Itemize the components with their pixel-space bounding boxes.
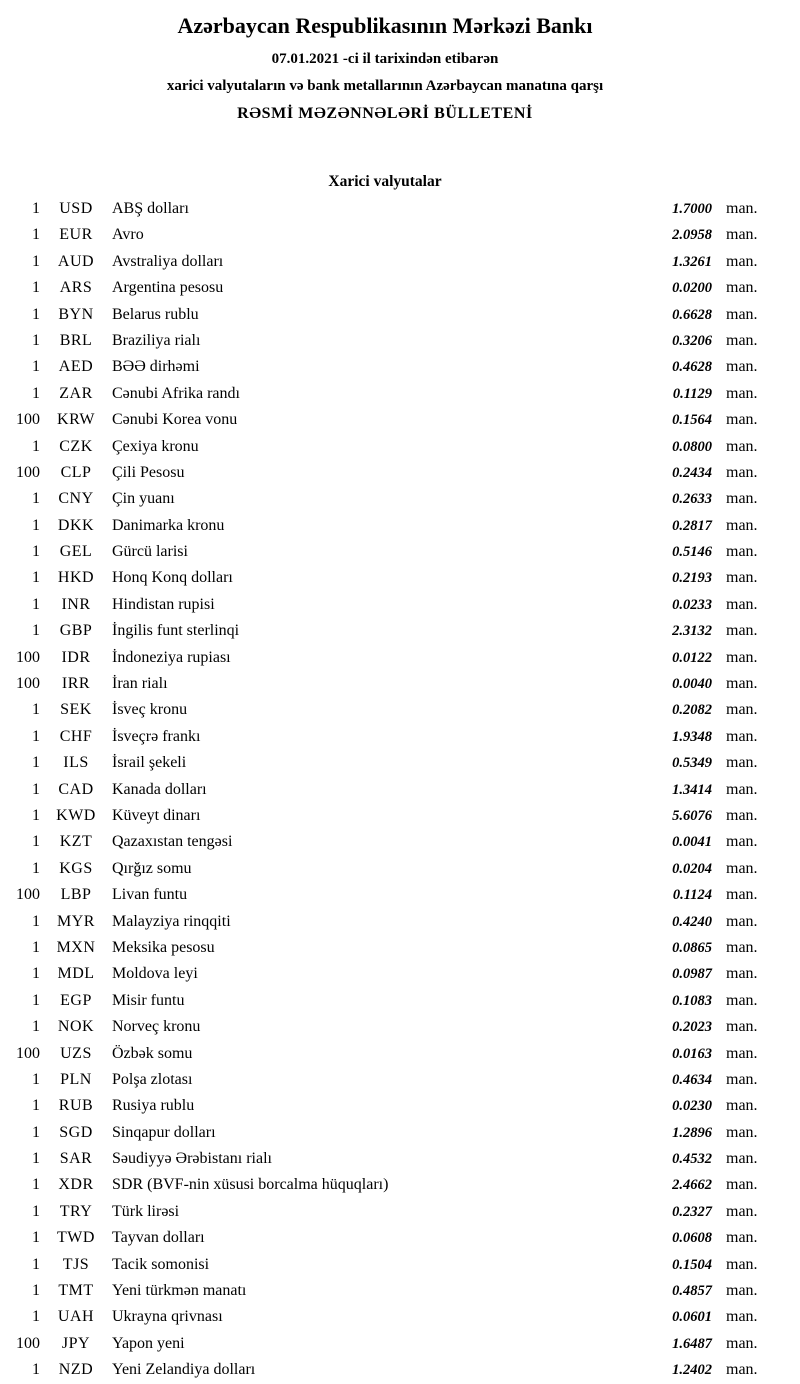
row-name: Qırğız somu [112, 859, 192, 877]
row-code: MYR [57, 912, 95, 930]
row-rate: 0.0122 [672, 649, 712, 666]
table-row [0, 381, 770, 407]
row-quantity: 1 [32, 252, 40, 270]
row-unit: man. [726, 701, 758, 719]
row-unit: man. [726, 1044, 758, 1062]
row-name: Çexiya kronu [112, 437, 199, 455]
row-rate: 1.2896 [672, 1124, 712, 1141]
row-quantity: 1 [32, 1018, 40, 1036]
row-name: Qazaxıstan tengəsi [112, 833, 233, 851]
row-unit: man. [726, 200, 758, 217]
row-name: Norveç kronu [112, 1018, 201, 1036]
row-name: Səudiyyə Ərəbistanı rialı [112, 1150, 272, 1168]
row-code: KGS [59, 859, 93, 877]
row-name: Braziliya rialı [112, 331, 201, 349]
row-code: AED [58, 358, 94, 376]
row-name: Avstraliya dolları [112, 252, 224, 270]
row-name: Polşa zlotası [112, 1070, 193, 1088]
table-row [0, 275, 770, 301]
row-name: Kanada dolları [112, 780, 207, 798]
row-name: Malayziya rinqqiti [112, 912, 231, 930]
row-code: MXN [56, 938, 96, 956]
table-row [0, 1331, 770, 1357]
row-code: SEK [60, 701, 92, 719]
row-name: Çin yuanı [112, 490, 175, 508]
row-code: NZD [58, 1361, 94, 1379]
row-unit: man. [726, 1070, 758, 1088]
row-quantity: 1 [32, 384, 40, 402]
row-rate: 0.0200 [672, 280, 712, 297]
row-quantity: 1 [32, 543, 40, 561]
row-quantity: 1 [32, 806, 40, 824]
row-quantity: 1 [32, 1123, 40, 1141]
row-code: LBP [60, 886, 92, 904]
row-rate: 0.2633 [672, 491, 712, 508]
row-quantity: 100 [16, 675, 40, 693]
row-quantity: 1 [32, 279, 40, 297]
row-rate: 0.0204 [672, 860, 712, 877]
row-unit: man. [726, 252, 758, 270]
row-name: Meksika pesosu [112, 938, 215, 956]
row-rate: 0.4857 [672, 1283, 712, 1300]
row-name: ABŞ dolları [112, 200, 189, 217]
table-row [0, 829, 770, 855]
row-name: İsveçrə frankı [112, 727, 201, 745]
row-quantity: 1 [32, 1255, 40, 1273]
table-row [0, 407, 770, 433]
table-row [0, 1041, 770, 1067]
row-code: KRW [57, 411, 95, 429]
table-row [0, 1357, 770, 1383]
table-row [0, 935, 770, 961]
row-rate: 2.3132 [672, 623, 712, 640]
row-name: Argentina pesosu [112, 279, 224, 297]
row-name: Hindistan rupisi [112, 595, 215, 613]
table-row [0, 882, 770, 908]
row-rate: 0.1129 [672, 385, 712, 402]
row-rate: 0.0163 [672, 1045, 712, 1062]
row-unit: man. [726, 490, 758, 508]
table-row [0, 354, 770, 380]
row-name: Sinqapur dolları [112, 1123, 216, 1141]
row-code: RUB [58, 1097, 94, 1115]
row-name: Tayvan dolları [112, 1229, 205, 1247]
row-code: SAR [59, 1150, 93, 1168]
row-name: SDR (BVF-nin xüsusi borcalma hüquqları) [112, 1176, 389, 1194]
row-unit: man. [726, 1018, 758, 1036]
row-quantity: 1 [32, 701, 40, 719]
row-rate: 0.4240 [672, 913, 712, 930]
table-row [0, 803, 770, 829]
row-quantity: 1 [32, 305, 40, 323]
row-quantity: 1 [32, 965, 40, 983]
row-name: Tacik somonisi [112, 1255, 210, 1273]
row-unit: man. [726, 622, 758, 640]
table-row [0, 750, 770, 776]
table-row [0, 988, 770, 1014]
row-unit: man. [726, 516, 758, 534]
row-name: Cənubi Korea vonu [112, 411, 238, 429]
table-row [0, 671, 770, 697]
table-row [0, 565, 770, 591]
row-unit: man. [726, 859, 758, 877]
table-row [0, 592, 770, 618]
row-quantity: 1 [32, 1097, 40, 1115]
row-unit: man. [726, 965, 758, 983]
row-unit: man. [726, 938, 758, 956]
row-code: AUD [57, 252, 95, 270]
row-rate: 0.1504 [672, 1256, 712, 1273]
row-code: NOK [57, 1018, 95, 1036]
row-code: IDR [61, 648, 91, 666]
row-quantity: 1 [32, 1308, 40, 1326]
table-row [0, 1120, 770, 1146]
row-code: TMT [58, 1282, 94, 1300]
row-rate: 0.1124 [672, 887, 712, 904]
row-name: BƏƏ dirhəmi [112, 358, 200, 376]
table-row [0, 249, 770, 275]
row-code: CNY [58, 490, 94, 508]
row-code: BYN [58, 305, 94, 323]
row-rate: 0.2817 [672, 517, 712, 534]
table-row [0, 486, 770, 512]
row-unit: man. [726, 1176, 758, 1194]
row-quantity: 1 [32, 912, 40, 930]
row-unit: man. [726, 384, 758, 402]
row-quantity: 1 [32, 1176, 40, 1194]
row-unit: man. [726, 1202, 758, 1220]
row-code: CLP [60, 463, 92, 481]
row-rate: 0.2023 [672, 1019, 712, 1036]
row-quantity: 1 [32, 1150, 40, 1168]
row-quantity: 100 [16, 1334, 40, 1352]
bank-title: Azərbaycan Respublikasının Mərkəzi Bankı [177, 13, 593, 38]
row-rate: 1.7000 [672, 201, 712, 217]
table-row [0, 434, 770, 460]
row-name: Yeni türkmən manatı [112, 1282, 247, 1300]
row-rate: 0.0608 [672, 1230, 712, 1247]
row-code: UAH [57, 1308, 95, 1326]
row-unit: man. [726, 1255, 758, 1273]
row-name: Türk lirəsi [112, 1202, 180, 1220]
row-unit: man. [726, 437, 758, 455]
currency-table [0, 196, 770, 1384]
row-unit: man. [726, 1229, 758, 1247]
row-name: Danimarka kronu [112, 516, 225, 534]
row-quantity: 1 [32, 226, 40, 244]
row-unit: man. [726, 780, 758, 798]
row-rate: 0.1564 [672, 412, 712, 429]
table-row [0, 1067, 770, 1093]
row-name: Rusiya rublu [112, 1097, 195, 1115]
row-code: BRL [59, 331, 93, 349]
row-code: TWD [57, 1229, 95, 1247]
row-name: İngilis funt sterlinqi [112, 622, 240, 640]
row-name: İran rialı [112, 675, 168, 693]
row-unit: man. [726, 1150, 758, 1168]
row-name: Moldova leyi [112, 965, 198, 983]
row-unit: man. [726, 358, 758, 376]
row-code: ILS [63, 754, 89, 772]
row-unit: man. [726, 305, 758, 323]
row-unit: man. [726, 1097, 758, 1115]
row-rate: 0.0230 [672, 1098, 712, 1115]
row-rate: 2.0958 [672, 227, 712, 244]
row-name: Küveyt dinarı [112, 806, 201, 824]
row-rate: 0.4532 [672, 1151, 712, 1168]
row-code: JPY [61, 1334, 91, 1352]
row-unit: man. [726, 543, 758, 561]
row-name: İsveç kronu [112, 701, 188, 719]
row-quantity: 1 [32, 1361, 40, 1379]
row-unit: man. [726, 1123, 758, 1141]
row-name: Yapon yeni [112, 1334, 185, 1352]
row-quantity: 1 [32, 754, 40, 772]
table-row [0, 328, 770, 354]
row-quantity: 1 [32, 833, 40, 851]
table-row [0, 513, 770, 539]
row-unit: man. [726, 806, 758, 824]
row-name: Ukrayna qrivnası [112, 1308, 223, 1326]
row-code: USD [59, 200, 93, 217]
row-code: XDR [58, 1176, 94, 1194]
row-rate: 0.0601 [672, 1309, 712, 1326]
row-rate: 0.1083 [672, 992, 712, 1009]
table-row [0, 1093, 770, 1119]
table-row [0, 302, 770, 328]
row-unit: man. [726, 1361, 758, 1379]
row-rate: 5.6076 [672, 807, 712, 824]
table-row [0, 724, 770, 750]
table-row [0, 1225, 770, 1251]
row-quantity: 100 [16, 1044, 40, 1062]
row-name: Cənubi Afrika randı [112, 384, 240, 402]
table-row [0, 1252, 770, 1278]
row-rate: 0.0041 [672, 834, 712, 851]
table-row [0, 196, 770, 222]
table-row [0, 222, 770, 248]
row-quantity: 1 [32, 331, 40, 349]
row-rate: 1.3414 [672, 781, 712, 798]
row-unit: man. [726, 912, 758, 930]
table-row [0, 460, 770, 486]
row-rate: 0.6628 [672, 306, 712, 323]
row-unit: man. [726, 833, 758, 851]
row-code: GEL [59, 543, 93, 561]
row-rate: 0.4634 [672, 1071, 712, 1088]
effective-date-line: 07.01.2021 -ci il tarixindən etibarən [271, 51, 499, 67]
row-quantity: 1 [32, 358, 40, 376]
row-rate: 0.2082 [672, 702, 712, 719]
row-unit: man. [726, 991, 758, 1009]
row-quantity: 1 [32, 1202, 40, 1220]
row-code: PLN [60, 1070, 92, 1088]
table-row [0, 1014, 770, 1040]
row-name: Misir funtu [112, 991, 185, 1009]
row-code: CHF [59, 727, 93, 745]
row-rate: 1.2402 [672, 1362, 712, 1379]
row-quantity: 1 [32, 859, 40, 877]
table-row [0, 1278, 770, 1304]
row-name: Yeni Zelandiya dolları [112, 1361, 256, 1379]
row-code: EUR [59, 226, 93, 244]
row-unit: man. [726, 331, 758, 349]
row-unit: man. [726, 411, 758, 429]
row-quantity: 1 [32, 727, 40, 745]
row-unit: man. [726, 754, 758, 772]
table-row [0, 777, 770, 803]
row-rate: 2.4662 [672, 1177, 712, 1194]
table-row [0, 1146, 770, 1172]
row-quantity: 100 [16, 648, 40, 666]
row-quantity: 1 [32, 622, 40, 640]
table-row [0, 856, 770, 882]
table-row [0, 1304, 770, 1330]
row-rate: 0.0800 [672, 438, 712, 455]
row-quantity: 100 [16, 886, 40, 904]
row-rate: 0.0865 [672, 939, 712, 956]
row-quantity: 1 [32, 595, 40, 613]
row-quantity: 1 [32, 200, 40, 217]
row-quantity: 1 [32, 938, 40, 956]
row-unit: man. [726, 463, 758, 481]
table-row [0, 1172, 770, 1198]
row-name: Livan funtu [112, 886, 188, 904]
row-unit: man. [726, 1282, 758, 1300]
row-code: SGD [59, 1123, 93, 1141]
row-quantity: 100 [16, 463, 40, 481]
row-unit: man. [726, 675, 758, 693]
row-code: KWD [56, 806, 96, 824]
row-quantity: 1 [32, 1229, 40, 1247]
row-name: Avro [112, 226, 144, 244]
row-quantity: 1 [32, 780, 40, 798]
table-row [0, 909, 770, 935]
row-code: KZT [59, 833, 93, 851]
row-name: İndoneziya rupiası [112, 648, 231, 666]
row-unit: man. [726, 727, 758, 745]
table-row [0, 645, 770, 671]
row-unit: man. [726, 886, 758, 904]
row-unit: man. [726, 1308, 758, 1326]
row-code: GBP [59, 622, 93, 640]
row-rate: 0.4628 [672, 359, 712, 376]
row-rate: 0.3206 [672, 332, 712, 349]
row-code: ZAR [59, 384, 93, 402]
row-unit: man. [726, 648, 758, 666]
row-rate: 1.9348 [672, 728, 712, 745]
row-rate: 1.6487 [672, 1335, 712, 1352]
row-rate: 0.0233 [672, 596, 712, 613]
row-code: TRY [59, 1202, 93, 1220]
row-code: HKD [57, 569, 95, 587]
section-title-foreign-currencies: Xarici valyutalar [328, 173, 442, 190]
table-row [0, 539, 770, 565]
row-code: CZK [59, 437, 93, 455]
row-name: Özbək somu [112, 1044, 193, 1062]
row-name: Gürcü larisi [112, 543, 188, 561]
row-rate: 0.2434 [672, 464, 712, 481]
row-rate: 0.0987 [672, 966, 712, 983]
row-code: ARS [59, 279, 93, 297]
table-row [0, 961, 770, 987]
row-quantity: 100 [16, 411, 40, 429]
row-quantity: 1 [32, 516, 40, 534]
row-rate: 0.2193 [672, 570, 712, 587]
row-unit: man. [726, 569, 758, 587]
row-unit: man. [726, 226, 758, 244]
row-name: İsrail şekeli [112, 754, 187, 772]
row-code: IRR [61, 675, 91, 693]
table-row [0, 1199, 770, 1225]
row-code: CAD [58, 780, 94, 798]
row-code: MDL [57, 965, 95, 983]
row-rate: 0.5146 [672, 544, 712, 561]
row-rate: 0.5349 [672, 755, 712, 772]
bulletin-title: RƏSMİ MƏZƏNNƏLƏRİ BÜLLETENİ [237, 105, 533, 122]
row-unit: man. [726, 1334, 758, 1352]
row-code: INR [61, 595, 91, 613]
row-code: TJS [62, 1255, 90, 1273]
row-rate: 1.3261 [672, 253, 712, 270]
row-quantity: 1 [32, 437, 40, 455]
row-name: Belarus rublu [112, 305, 199, 323]
table-row [0, 697, 770, 723]
row-unit: man. [726, 279, 758, 297]
subtitle-line: xarici valyutaların və bank metallarının Azərbaycan manatına qarşı [166, 78, 604, 94]
row-quantity: 1 [32, 490, 40, 508]
row-code: UZS [60, 1044, 92, 1062]
row-quantity: 1 [32, 569, 40, 587]
row-quantity: 1 [32, 991, 40, 1009]
row-name: Honq Konq dolları [112, 569, 233, 587]
row-name: Çili Pesosu [112, 463, 185, 481]
row-code: EGP [60, 991, 92, 1009]
document-header [0, 12, 770, 124]
table-row [0, 618, 770, 644]
row-code: DKK [57, 516, 95, 534]
row-quantity: 1 [32, 1282, 40, 1300]
row-rate: 0.0040 [672, 676, 712, 693]
row-rate: 0.2327 [672, 1203, 712, 1220]
row-unit: man. [726, 595, 758, 613]
row-quantity: 1 [32, 1070, 40, 1088]
